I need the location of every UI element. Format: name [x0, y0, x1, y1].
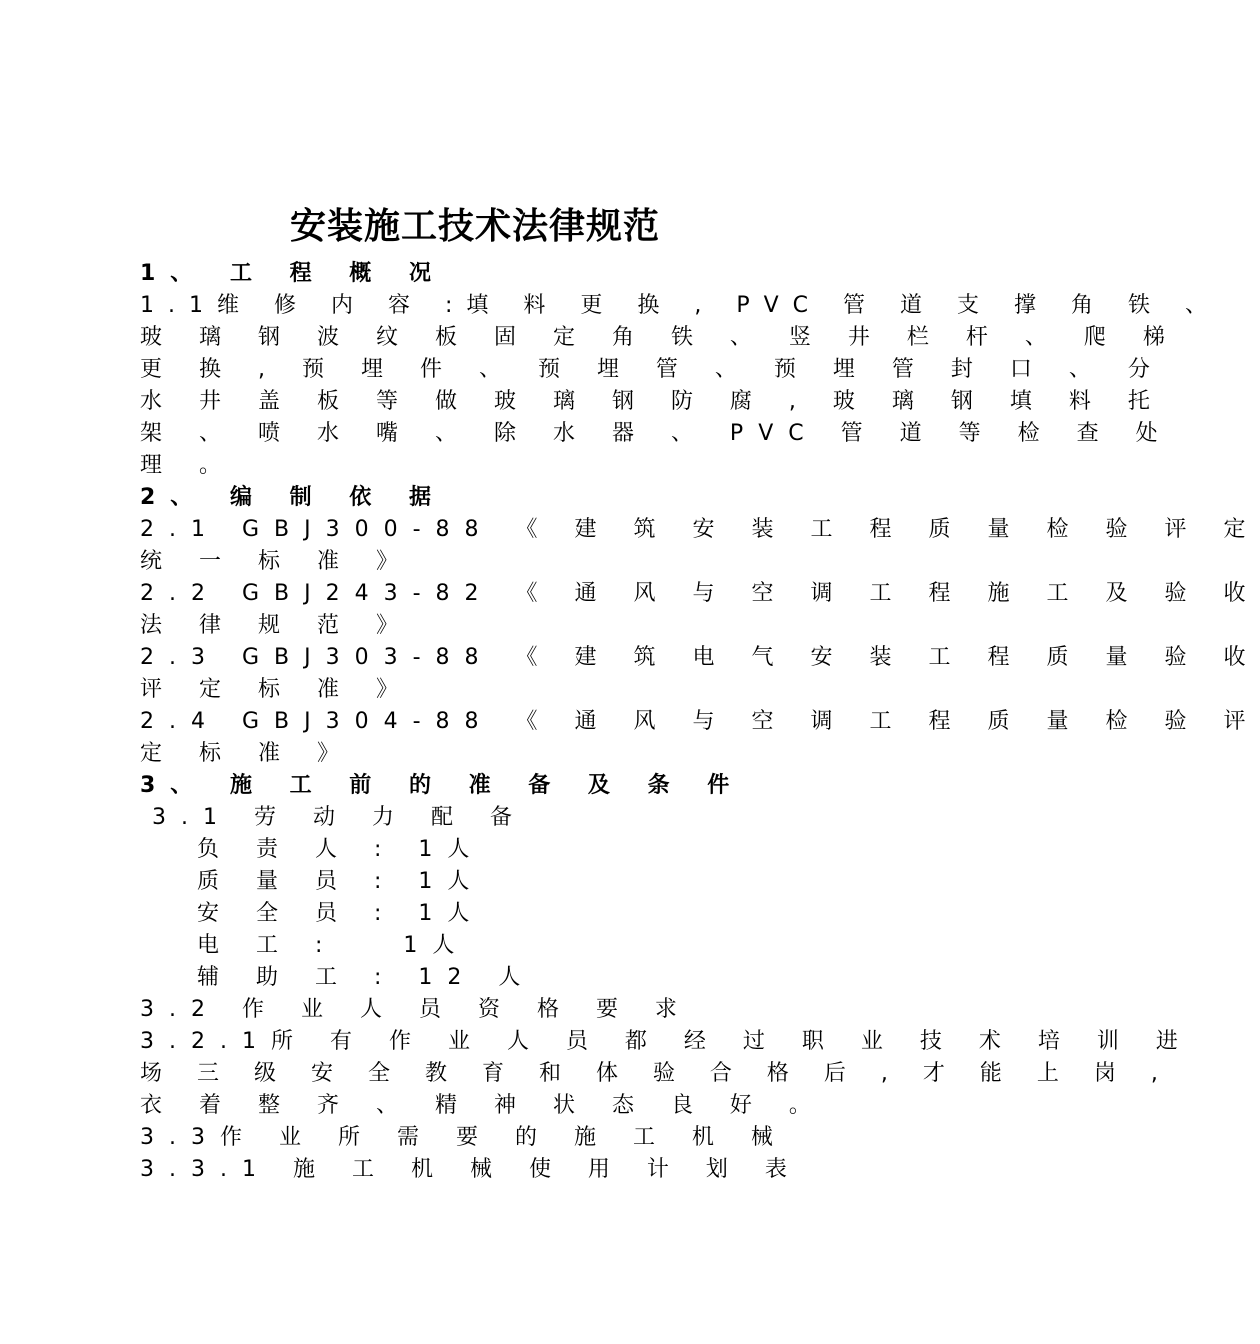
paragraph-line: 玻 璃 钢 波 纹 板 固 定 角 铁 、 竖 井 栏 杆 、 爬 梯	[140, 325, 1180, 350]
reference-line: 2.1 GBJ300-88 《 建 筑 安 装 工 程 质 量 检 验 评 定	[140, 517, 1260, 542]
staff-line: 负 责 人 : 1人	[197, 837, 485, 862]
staff-line: 电 工 : 1人	[197, 933, 470, 958]
reference-line: 法 律 规 范 》	[140, 613, 413, 638]
staff-line: 安 全 员 : 1人	[197, 901, 485, 926]
subsection-heading: 3.1 劳 动 力 配 备	[152, 805, 527, 830]
paragraph-line: 架 、 喷 水 嘴 、 除 水 器 、 PVC 管 道 等 检 查 处	[140, 421, 1173, 446]
staff-line: 辅 助 工 : 12 人	[197, 965, 536, 990]
reference-line: 2.2 GBJ243-82 《 通 风 与 空 调 工 程 施 工 及 验 收	[140, 581, 1260, 606]
paragraph-line: 衣 着 整 齐 、 精 神 状 态 良 好 。	[140, 1093, 826, 1118]
subsection-heading: 3.3作 业 所 需 要 的 施 工 机 械	[140, 1125, 788, 1150]
section-heading-3: 3、 施 工 前 的 准 备 及 条 件	[140, 773, 745, 798]
paragraph-line: 3.2.1所 有 作 业 人 员 都 经 过 职 业 技 术 培 训 进	[140, 1029, 1193, 1054]
paragraph-line: 场 三 级 安 全 教 育 和 体 验 合 格 后 , 才 能 上 岗 ,	[140, 1061, 1172, 1086]
reference-line: 2.4 GBJ304-88 《 通 风 与 空 调 工 程 质 量 检 验 评	[140, 709, 1260, 734]
reference-line: 定 标 准 》	[140, 741, 354, 766]
paragraph-line: 1.1维 修 内 容 :填 料 更 换 , PVC 管 道 支 撑 角 铁 、	[140, 293, 1221, 318]
paragraph-line: 更 换 , 预 埋 件 、 预 埋 管 、 预 埋 管 封 口 、 分	[140, 357, 1165, 382]
subsection-heading: 3.2 作 业 人 员 资 格 要 求	[140, 997, 692, 1022]
reference-line: 2.3 GBJ303-88 《 建 筑 电 气 安 装 工 程 质 量 验 收	[140, 645, 1260, 670]
section-heading-1: 1、 工 程 概 况	[140, 261, 446, 286]
paragraph-line: 理 。	[140, 453, 236, 478]
reference-line: 评 定 标 准 》	[140, 677, 413, 702]
staff-line: 质 量 员 : 1人	[197, 869, 485, 894]
subsection-heading: 3.3.1 施 工 机 械 使 用 计 划 表	[140, 1157, 802, 1182]
reference-line: 统 一 标 准 》	[140, 549, 413, 574]
section-heading-2: 2、 编 制 依 据	[140, 485, 446, 510]
document-title: 安装施工技术法律规范	[289, 206, 660, 247]
paragraph-line: 水 井 盖 板 等 做 玻 璃 钢 防 腐 , 玻 璃 钢 填 料 托	[140, 389, 1165, 414]
